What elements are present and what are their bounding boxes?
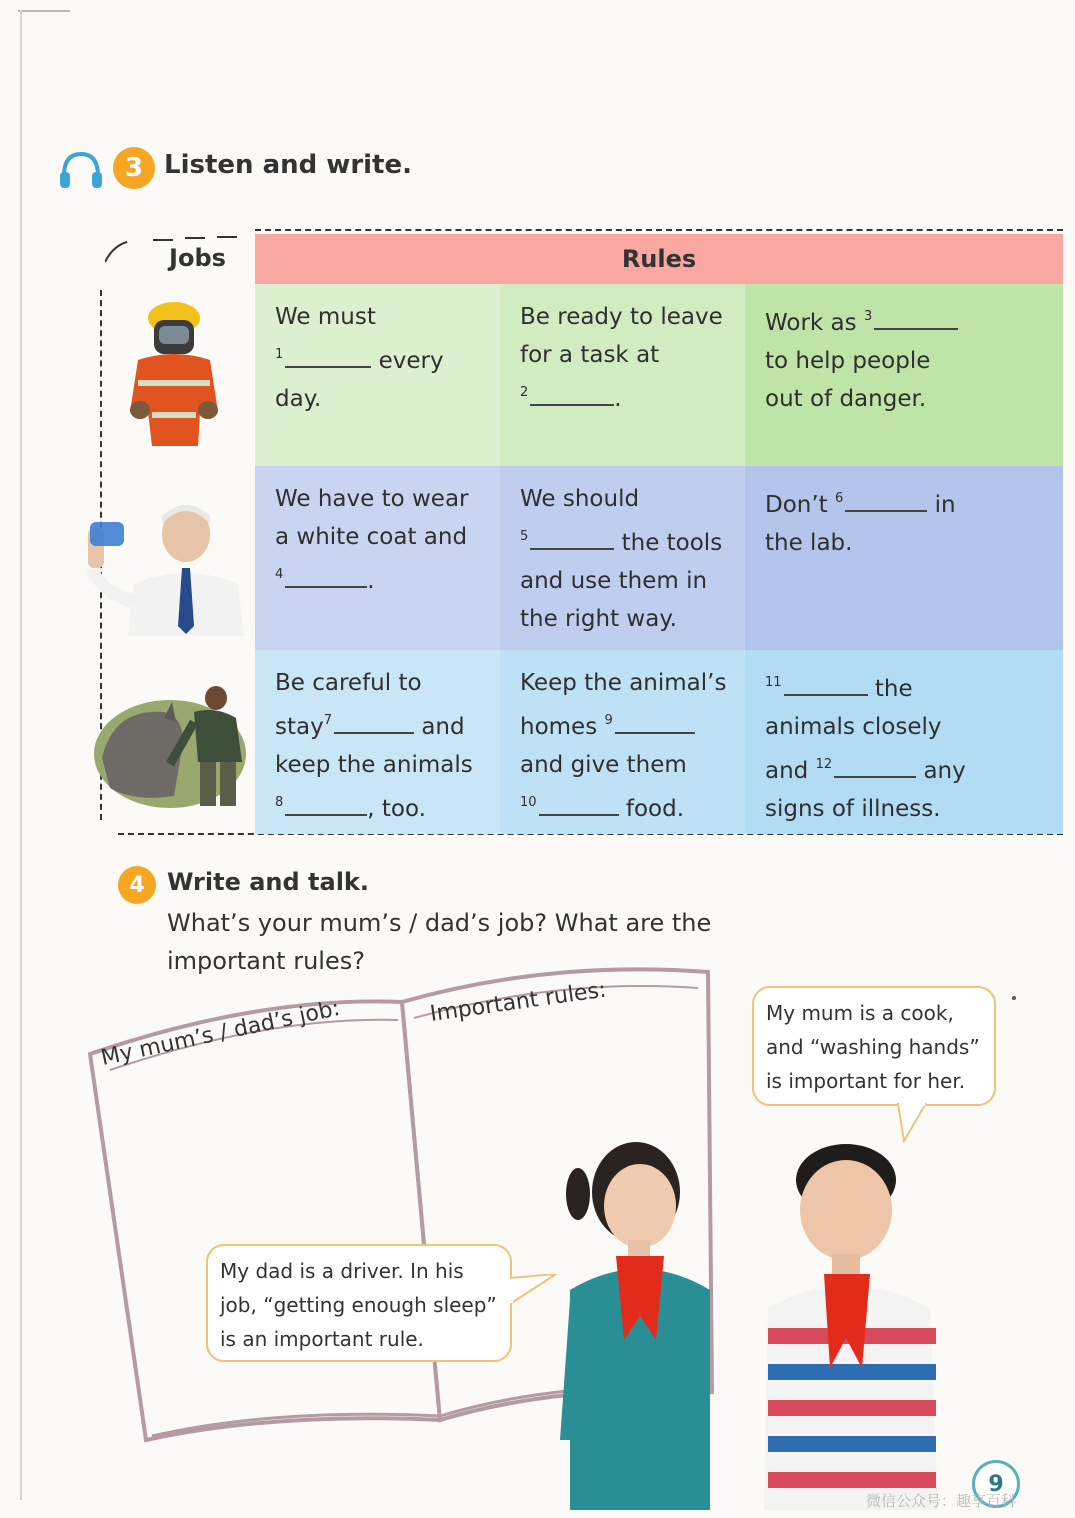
answer-blank[interactable] [539,792,619,816]
zookeeper-photo [94,678,254,808]
rule-cell: We have to wear a white coat and $^4$ . [255,466,500,650]
blank-number: 5 [520,529,529,544]
answer-blank[interactable] [834,754,916,778]
rule-cell: Don’t $^6$ in the lab. [745,466,1063,650]
page-number: 9 [972,1460,1020,1508]
rule-cell: Be careful to stay$^7$ and keep the animals $^8$ , too. [255,650,500,834]
page-edge-left [20,10,22,1500]
speech-bubble-tail [510,1274,560,1308]
answer-blank[interactable] [334,710,414,734]
blank-number: 2 [520,385,529,400]
answer-blank[interactable] [285,564,367,588]
book-left-label: My mum’s / dad’s job: [98,995,343,1071]
scientist-photo [78,498,248,636]
watermark: 微信公众号：趣享百科 [866,1492,1017,1510]
rule-cell: We must $^1$ every day. [255,284,500,466]
speech-bubble-mum: My mum is a cook, and “washing hands” is important for her. [752,986,996,1106]
exercise-number-badge: 4 [118,866,156,904]
answer-blank[interactable] [784,672,868,696]
exercise-title: Listen and write. [164,150,412,180]
answer-blank[interactable] [615,710,695,734]
exercise-number-badge: 3 [113,147,155,189]
speech-bubble-dad: My dad is a driver. In his job, “getting enough sleep” is an important rule. [206,1244,512,1362]
answer-blank[interactable] [530,382,614,406]
print-dot [1012,996,1016,1000]
headphones-icon [58,150,104,190]
firefighter-photo [118,296,230,450]
answer-blank[interactable] [530,526,614,550]
girl-photo [560,1140,720,1510]
blank-number: 10 [520,795,537,810]
blank-number: 12 [815,757,833,772]
rule-cell: Work as $^3$ to help people out of danger. [745,284,1063,466]
answer-blank[interactable] [874,306,958,330]
blank-number: 8 [275,795,284,810]
rule-cell: We should $^5$ the tools and use them in the right way. [500,466,745,650]
blank-number: 3 [863,309,873,324]
blank-number: 7 [323,713,332,728]
exercise-question: What’s your mum’s / dad’s job? What are the important rules? [167,909,712,975]
answer-blank[interactable] [845,488,927,512]
rule-cell: Keep the animal’s homes $^9$ and give them $^{10}$ food. [500,650,745,834]
blank-number: 11 [765,675,782,690]
answer-blank[interactable] [285,344,371,368]
page-edge-top [18,10,70,12]
speech-bubble-tail [896,1103,930,1143]
blank-number: 1 [275,347,284,362]
blank-number: 9 [604,713,613,728]
rule-cell: $^{11}$ the animals closely and $^{12}$ any signs of illness. [745,650,1063,834]
table-top-border [255,229,1063,231]
jobs-column-header: Jobs [169,244,226,272]
blank-number: 6 [835,491,844,506]
boy-photo [754,1138,944,1510]
rule-cell: Be ready to leave for a task at $^2$ . [500,284,745,466]
blank-number: 4 [275,567,284,582]
answer-blank[interactable] [285,792,367,816]
rules-column-header: Rules [255,234,1063,284]
book-right-label: Important rules: [428,977,608,1027]
exercise-title: Write and talk. [167,868,370,896]
